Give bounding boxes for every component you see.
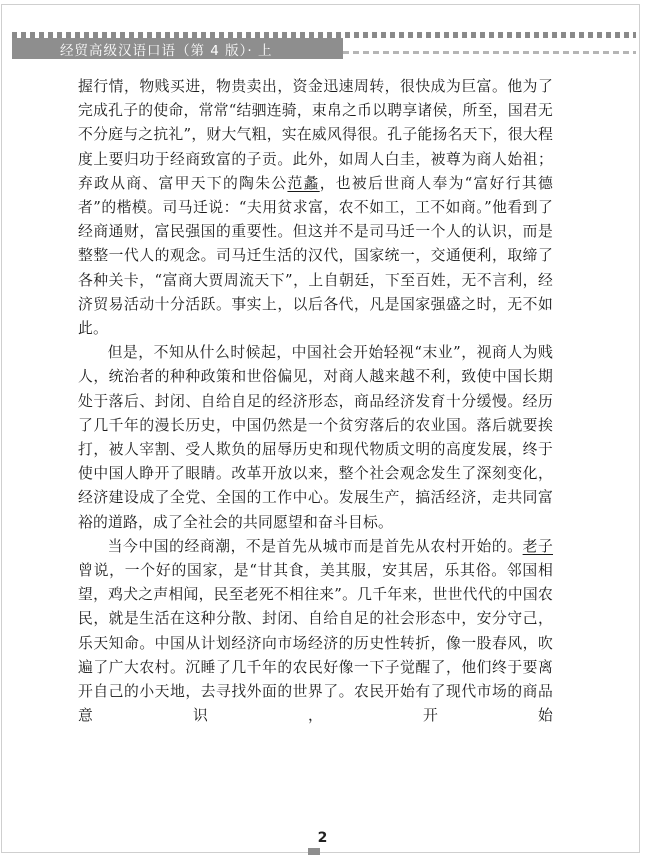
body-text xyxy=(78,75,553,728)
paragraph-1-part-1: 握行情，物贱买进，物贵卖出，资金迅速周转，很快成为巨富。他为了完成孔子的使命，常常“结驷连骑，束帛之币以聘享诸侯，所至，国君无不分庭与之抗礼”，财大气粗，实在威风得很。孔子能扬名天下，很大程度上要归功于经商致富的子贡。此外，如周人白圭，被尊为商人始祖；弃政从商、富甲天下的陶朱公 xyxy=(78,78,553,192)
term-fan-li: 范蠡 xyxy=(287,174,320,192)
term-laozi: 老子 xyxy=(522,537,553,555)
paragraph-3-part-1: 当今中国的经商潮，不是首先从城市而是首先从农村开始的。 xyxy=(107,537,523,555)
paragraph-2: 但是，不知从什么时候起，中国社会开始轻视“末业”，视商人为贱人，统治者的种种政策和世俗偏见，对商人越来越不利，致使中国长期处于落后、封闭、自给自足的经济形态，商品经济发育十分缓慢。经历了几千年的漫长历史，中国仍然是一个贫穷落后的农业国。落后就要挨打，被人宰割、受人欺负的屈辱历史和现代物质文明的高度发展，终于使中国人睁开了眼睛。改革开放以来，整个社会观念发生了深刻变化，经济建设成了全党、全国的工作中心。发展生产，搞活经济，走共同富裕的道路，成了全社会的共同愿望和奋斗目标。 xyxy=(78,344,553,531)
paragraph-1-part-2: ，也被后世商人奉为“富好行其德者”的楷模。司马迁说：“夫用贫求富，农不如工，工不如商。”他看到了经商通财，富民强国的重要性。但这并不是司马迁一个人的认识，而是整整一代人的观念。司马迁生活的汉代，国家统一，交通便利，取缔了各种关卡，“富商大贾周流天下”，上自朝廷，下至百姓，无不言利，经济贸易活动十分活跃。事实上，以后各代，凡是国家强盛之时，无不如此。 xyxy=(78,174,554,338)
page-number: 2 xyxy=(317,830,328,846)
paragraph-3-part-2: 曾说，一个好的国家，是“甘其食，美其服，安其居，乐其俗。邻国相望，鸡犬之声相闻，民至老死不相往来”。几千年来，世世代代的中国农民，就是生活在这种分散、封闭、自给自足的社会形态中，安分守己，乐天知命。中国从计划经济向市场经济的历史性转折，像一股春风，吹遍了广大农村。沉睡了几千年的农民好像一下子觉醒了，他们终于要离开自己的小天地，去寻找外面的世界了。农民开始有了现代市场的商品意识，开始 xyxy=(78,562,553,725)
page-number-marker xyxy=(308,848,320,855)
header-dashed-rule xyxy=(343,51,636,54)
book-title: 经贸高级汉语口语（第 4 版）· 上 xyxy=(60,42,273,59)
paragraph-1 xyxy=(78,75,553,341)
paragraph-3 xyxy=(78,535,553,729)
running-header xyxy=(12,38,343,59)
